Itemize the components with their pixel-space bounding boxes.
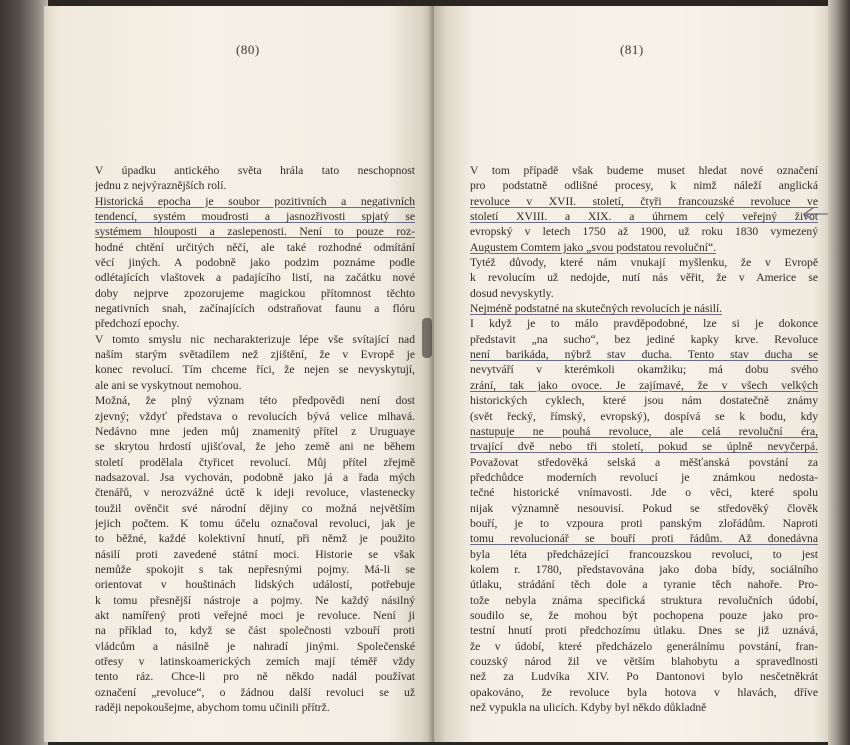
right-page (434, 6, 830, 742)
text-line: toužil ověnčit své národní dějiny co možná největším (95, 501, 415, 515)
right-page-text (470, 163, 818, 715)
text-line: předchozí epochy. (95, 317, 180, 331)
text-line: to běžné, každé kolektivní hnutí, při němž je použito (95, 532, 415, 546)
text-line: otřesy v latinskoamerických zemích mají téměř vždy (95, 655, 415, 668)
text-line: se skrytou hrdostí ujišťoval, že jeho země ani ne během (95, 440, 415, 454)
text-line: nastupuje ne pouhá revoluce, ale celá revoluční éra, (470, 424, 818, 438)
text-line: kolem r. 1780, představována jako doba bídy, sociálního (470, 562, 818, 576)
book-cover-left (0, 0, 48, 745)
text-line: systémem hlouposti a zaslepenosti. Není to pouze roz- (95, 225, 415, 239)
text-line: než za Ludvíka XIV. Po Dantonovi bylo nesčetněkrát (470, 670, 818, 684)
text-line: zjevný; vždyť představa o revolucích bývá velice mlhavá. (95, 409, 415, 423)
text-line: V úpadku antického světa hrála tato neschopnost (95, 164, 415, 177)
text-line: naším starým světadílem než zjištění, že v Evropě je (95, 348, 415, 362)
text-line: označení „revoluce“, o žádnou další revoluci se už (95, 685, 415, 699)
text-line: konec revolucí. Tím chceme říci, že nejen se nevyskytují, (95, 363, 415, 377)
text-line: vládcům a násilně je nahradí jinými. Společenské (95, 639, 415, 653)
text-line: raději nepokoušejme, abychom tomu učinili přítrž. (95, 701, 330, 715)
left-page (44, 6, 434, 742)
text-line: nijak významně nesouvisí. Pokud se středověký člověk (470, 501, 818, 515)
text-line: I když je to málo pravděpodobné, lze si je dokonce (470, 317, 818, 331)
text-line: Augustem Comtem jako „svou podstatou revoluční“. (470, 240, 717, 254)
text-line: k revolucím už nedojde, nutí nás věřit, že v Americe se (470, 271, 818, 285)
text-line: čtenářů, v nerozvážné úctě k ideji revoluce, vlastenecky (95, 486, 415, 500)
text-line: evropský v letech 1750 až 1900, už roku 1830 vymezený (470, 225, 818, 239)
text-line: nadsazoval. Jsa vychován, podobně jako já a řada mých (95, 470, 415, 484)
page-number-left: (80) (236, 42, 260, 57)
text-line: byla léta předcházející francouzskou revoluci, to jest (470, 547, 818, 561)
text-line: Tytéž důvody, které nám vnukají myšlenku, že v Evropě (470, 256, 818, 270)
text-line: negativních snah, začínajících odstraňovat faunu a flóru (95, 302, 415, 316)
text-line: akt namířený proti veřejné moci je revoluce. Není ji (95, 608, 415, 622)
text-line: testní hnutí proti předchozímu útlaku. Dnes se již uznává, (470, 624, 818, 638)
text-line: jednu z nejvýraznějších rolí. (95, 179, 227, 193)
text-line: tomu revolucionář se bouří proti řádům. Až donedávna (470, 532, 818, 546)
text-line: tože nebyla známa specifická struktura revolučních údobí, (470, 593, 818, 607)
text-line: Historická epocha je soubor pozitivních a negativních (95, 194, 415, 208)
text-line: pro podstatně odlišné procesy, k nimž náleží anglická (470, 179, 818, 193)
text-line: není barikáda, nýbrž stav ducha. Tento stav ducha se (470, 348, 818, 362)
text-line: couzský národ žil ve větším blahobytu a spravedlnosti (470, 655, 818, 668)
text-line: na příklad to, když se část společnosti vzbouří proti (95, 624, 415, 638)
text-line: trvající dvě nebo tři století, pokud se úplně nevyčerpá. (470, 440, 818, 454)
text-line: tendencí, systém moudrosti a jasnozřivosti spjatý se (95, 210, 415, 224)
text-line: Nejméně podstatné na skutečných revolucích je násilí. (470, 302, 723, 316)
text-line: bouří, je to vzpoura proti panským zlořádům. Naproti (470, 516, 818, 530)
text-line: Považovat středověká selská a měšťanská povstání za (470, 455, 818, 469)
text-line: opakováno, že revoluce byla hotova v hlavách, dříve (470, 685, 818, 699)
text-line: předchůdce moderních revolucí je známkou nedosta- (470, 470, 818, 484)
text-line: k tomu přesnější nástroje a pojmy. Ne každý násilný (95, 593, 415, 607)
text-line: ale ani se vyskytnout nemohou. (95, 378, 242, 392)
text-line: tečné historické vnímavosti. Jde o věci, které spolu (470, 486, 818, 500)
book-cover-right (828, 0, 850, 745)
text-line: zrání, tak jako ovoce. Je zajímavé, že v všech velkých (470, 378, 818, 392)
text-line: Možná, že plný význam této předpovědi není dost (95, 394, 415, 408)
text-line: nemůže spokojit s tak nepřesnými pojmy. Má-li se (95, 562, 415, 576)
text-line: že v údobí, které předcházelo generálnímu povstání, fran- (470, 639, 818, 653)
text-line: soudilo se, že mohou být pochopena pouze jako pro- (470, 608, 818, 622)
text-line: tento ráz. Chce-li pro ně někdo nadál používat (95, 670, 415, 684)
text-line: V tom případě však budeme muset hledat nové označení (470, 164, 818, 177)
left-page-text (95, 163, 415, 715)
text-line: historických cyklech, které jsou nám dostatečně známy (470, 394, 818, 408)
text-line: dosud nevyskytly. (470, 286, 554, 300)
text-line: odlétajících vlaštovek a padajícího listí, na začátku nové (95, 271, 415, 285)
text-line: orientovat v houštinách lidských událostí, potřebuje (95, 578, 415, 592)
text-line: Nedávno mne jeden můj znamenitý přítel z Uruguaye (95, 424, 415, 438)
text-line: jejich počtem. K tomu účelu označoval revoluci, jak je (95, 516, 415, 530)
page-number-right: (81) (620, 42, 644, 57)
text-line: věcí jiných. A podobně jako podzim poznáme podle (95, 256, 415, 270)
text-line: hodné chtění určitých něčí, ale také rozhodné odmítání (95, 240, 415, 254)
text-line: století XVIII. a XIX. a úhrnem celý veřejný život (470, 210, 818, 224)
text-line: (svět řecký, římský, evropský), dospívá se k bodu, kdy (470, 409, 818, 423)
text-line: než vypukla na ulicích. Kdyby byl někdo důkladně (470, 701, 707, 715)
text-line: nevytváří v kterémkoli okamžiku; má dobu svého (470, 363, 818, 377)
text-line: doby nejprve zpozorujeme magickou přítomnost těchto (95, 286, 415, 300)
text-line: revoluce v XVII. století, čtyři francouzské revoluce ve (470, 194, 818, 208)
text-line: představit „na sucho“, bez jediné kapky krve. Revoluce (470, 332, 818, 346)
text-line: útlaku, strádání těch dole a tyranie těch nahoře. Pro- (470, 578, 818, 592)
text-line: násilí proti zavedené státní moci. Historie se však (95, 547, 415, 561)
text-line: V tomto smyslu nic necharakterizuje lépe vše svítající nad (95, 332, 415, 346)
text-line: století prodělala čtyřicet revolucí. Můj přítel zřejmě (95, 455, 415, 469)
